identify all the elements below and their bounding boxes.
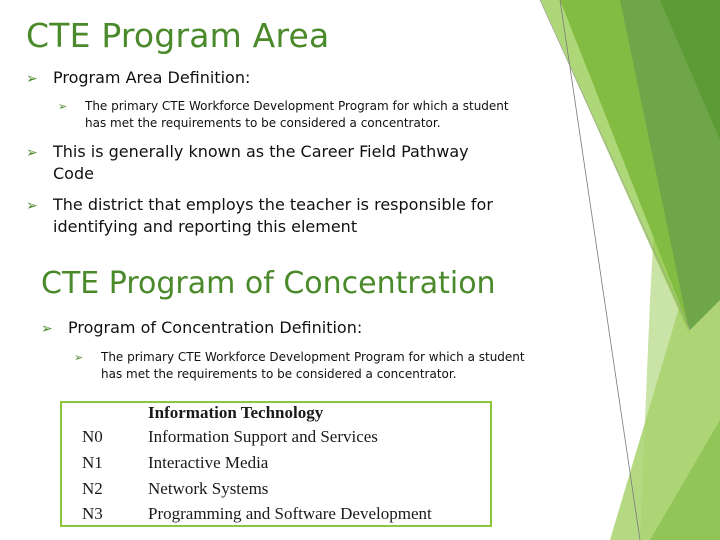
- bullet-text: The primary CTE Workforce Development Program for which a student has met the requirements to be considered a concentrator.: [101, 350, 525, 381]
- bullet-text: Program of Concentration Definition:: [68, 318, 363, 337]
- section-title-program-of-concentration: CTE Program of Concentration: [41, 266, 496, 301]
- table-row: [82, 479, 268, 499]
- table-row-name: Network Systems: [148, 479, 269, 498]
- bullet-program-area-definition: [26, 67, 250, 89]
- bullet-text: The primary CTE Workforce Development Program for which a student has met the requirements to be considered a concentrator.: [85, 99, 509, 130]
- bullet-program-of-concentration-definition: [41, 317, 362, 339]
- table-row-name: Interactive Media: [148, 453, 269, 472]
- bullet-text: The district that employs the teacher is responsible for identifying and reporting this element: [53, 195, 493, 236]
- bullet-text: This is generally known as the Career Field Pathway Code: [53, 142, 469, 183]
- table-row-code: N3: [82, 504, 103, 523]
- arrowhead-bullet-icon: ➢: [58, 100, 68, 113]
- subbullet-program-of-concentration-description: [74, 349, 544, 383]
- table-row-name: Information Support and Services: [148, 427, 378, 446]
- arrowhead-bullet-icon: ➢: [26, 145, 38, 161]
- table-header: Information Technology: [148, 403, 324, 422]
- arrowhead-bullet-icon: ➢: [26, 198, 38, 214]
- section-title-program-area: CTE Program Area: [26, 16, 330, 55]
- table-row: [82, 427, 378, 447]
- bullet-text: Program Area Definition:: [53, 68, 251, 87]
- arrowhead-bullet-icon: ➢: [74, 351, 84, 364]
- subbullet-program-area-description: [58, 98, 518, 132]
- bullet-career-field-pathway: [26, 141, 496, 185]
- table-row-code: N2: [82, 479, 103, 498]
- information-technology-table: [60, 401, 492, 527]
- table-row-name: Programming and Software Development: [148, 504, 432, 523]
- table-row-code: N0: [82, 427, 103, 446]
- arrowhead-bullet-icon: ➢: [41, 321, 53, 337]
- bullet-district-responsibility: [26, 194, 516, 238]
- table-row: [82, 504, 432, 524]
- arrowhead-bullet-icon: ➢: [26, 71, 38, 87]
- table-row: [82, 453, 268, 473]
- table-row-code: N1: [82, 453, 103, 472]
